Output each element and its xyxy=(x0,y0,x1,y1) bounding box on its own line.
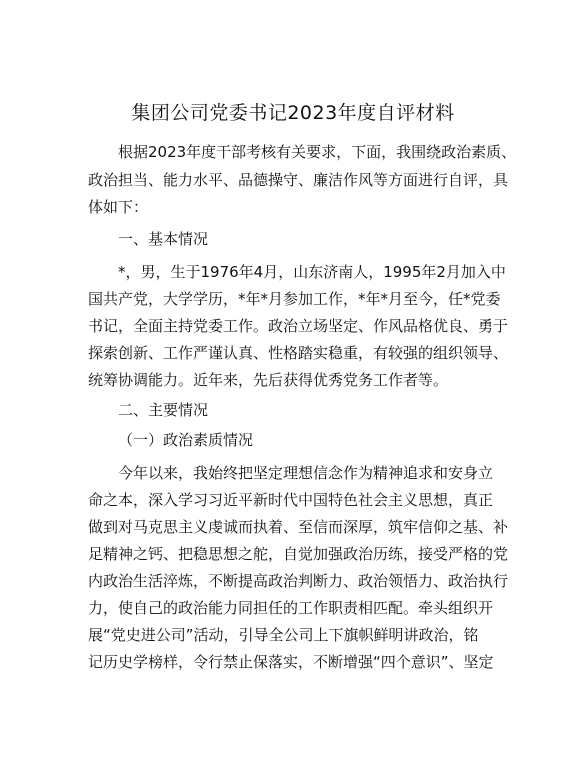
intro-line-3: 体如下： xyxy=(88,198,149,216)
subsection-1-line-5: 内政治生活淬炼，不断提高政治判断力、政治领悟力、政治执行 xyxy=(88,572,509,590)
subsection-1-line-7: 展“党史进公司”活动，引导全公司上下旗帜鲜明讲政治，铭 xyxy=(88,626,479,644)
intro-line-2: 政治担当、能力水平、品德操守、廉洁作风等方面进行自评，具 xyxy=(88,171,509,189)
subsection-1-line-8: 记历史学榜样，令行禁止保落实，不断增强“四个意识”、坚定 xyxy=(88,653,494,671)
intro-line-1: 根据2023年度干部考核有关要求，下面，我围绕政治素质、 xyxy=(118,143,517,161)
subsection-1-line-3: 做到对马克思主义虔诚而执着、至信而深厚，筑牢信仰之基、补 xyxy=(88,518,509,536)
document-title: 集团公司党委书记2023年度自评材料 xyxy=(131,102,455,124)
section-1-line-2: 国共产党，大学学历，*年*月参加工作，*年*月至今，任*党委 xyxy=(88,290,501,308)
subsection-1-line-1: 今年以来，我始终把坚定理想信念作为精神追求和安身立 xyxy=(118,464,494,482)
section-2-heading: 二、主要情况 xyxy=(118,401,209,419)
section-1-heading: 一、基本情况 xyxy=(118,230,209,248)
section-1-line-4: 探索创新、工作严谨认真、性格踏实稳重，有较强的组织领导、 xyxy=(88,344,509,362)
subsection-1-line-4: 足精神之钙、把稳思想之舵，自觉加强政治历练，接受严格的党 xyxy=(88,545,509,563)
subsection-1-line-6: 力，使自己的政治能力同担任的工作职责相匹配。牵头组织开 xyxy=(88,599,494,617)
section-1-line-5: 统筹协调能力。近年来，先后获得优秀党务工作者等。 xyxy=(88,371,449,389)
section-1-line-3: 书记，全面主持党委工作。政治立场坚定、作风品格优良、勇于 xyxy=(88,317,509,335)
subsection-1-heading: （一）政治素质情况 xyxy=(118,431,254,449)
subsection-1-line-2: 命之本，深入学习习近平新时代中国特色社会主义思想，真正 xyxy=(88,491,494,509)
section-1-line-1: *，男，生于1976年4月，山东济南人，1995年2月加入中 xyxy=(118,263,506,281)
